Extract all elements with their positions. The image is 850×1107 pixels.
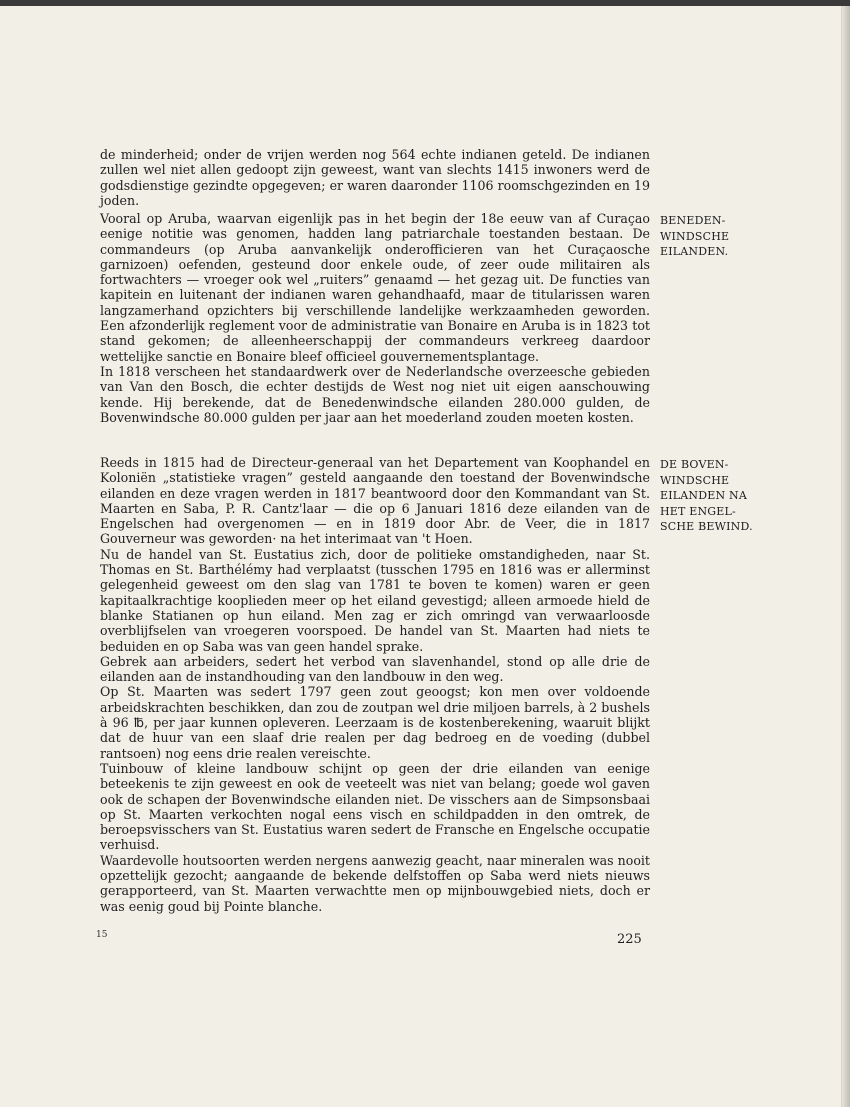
page-spine-edge [842, 6, 850, 1107]
page-number: 225 [617, 932, 642, 947]
paragraph: Waardevolle houtsoorten werden nergens aanwezig geacht, naar mineralen was nooit opzettelijk gezocht; aangaande de bekende delfstoffen op Saba werd niets nieuws gerapporteerd, van St. Maarten verwachtte men op mijnbouwgebied niets, doch er was eenig goud bij Pointe blanche. [100, 852, 650, 914]
margin-heading-bovenwindsche: DE BOVEN- WINDSCHE EILANDEN NA HET ENGEL- SCHE BEWIND. [660, 458, 753, 533]
paragraph: Vooral op Aruba, waarvan eigenlijk pas in het begin der 18e eeuw van af Curaçao eenige notitie was genomen, hadden lang patriarchale toestanden bestaan. De commandeurs (op Aruba aanvankelijk onderofficieren van het Curaçaosche garnizoen) oefenden, gesteund door enkele oude, of zeer oude militairen als fortwachters — vroeger ook wel „ruiters” genaamd — het gezag uit. De functies van kapitein en luitenant der indianen waren gehandhaafd, maar de titularissen waren langzamerhand opzichters bij verschillende landelijke werkzaamheden geworden. Een afzonderlijk reglement voor de administratie van Bonaire en Aruba is in 1823 tot stand gekomen; de alleenheerschappij der commandeurs verkreeg daardoor wettelijke sanctie en Bonaire bleef officieel gouvernementsplantage. [100, 211, 650, 364]
paragraph: Reeds in 1815 had de Directeur-generaal van het Departement van Koophandel en Koloniën „statistieke vragen” gesteld aangaande den toestand der Bovenwindsche eilanden en deze vragen werden in 1817 beantwoord door den Kommandant van St. Maarten en Saba, P. R. Cantz'laar — die op 6 Januari 1816 deze eilanden van de Engelschen had overgenomen — en in 1819 door Abr. de Veer, die in 1817 Gouverneur was geworden· na het interimaat van 't Hoen. [100, 455, 650, 547]
margin-heading-benedenwindsche: BENEDEN- WINDSCHE EILANDEN. [660, 214, 730, 258]
paragraph: de minderheid; onder de vrijen werden nog 564 echte indianen geteld. De indianen zullen wel niet allen gedoopt zijn geweest, want van slechts 1415 inwoners werd de godsdienstige gezindte opgegeven; er waren daaronder 1106 roomschgezinden en 19 joden. [100, 147, 650, 208]
signature-mark: 15 [96, 930, 108, 940]
paragraph: Op St. Maarten was sedert 1797 geen zout geoogst; kon men over voldoende arbeidskrachten beschikken, dan zou de zoutpan wel drie miljoen barrels, à 2 bushels à 96 ℔, per jaar kunnen opleveren. Leerzaam is de kostenberekening, waaruit blijkt dat de huur van een slaaf drie realen per dag bedroeg en de voeding (dubbel rantsoen) nog eens drie realen vereischte. [100, 684, 650, 761]
paragraph: Tuinbouw of kleine landbouw schijnt op geen der drie eilanden van eenige beteekenis te zijn geweest en ook de veeteelt was niet van belang; goede wol gaven ook de schapen der Bovenwindsche eilanden niet. De visschers aan de Simpsonsbaai op St. Maarten verkochten nogal eens visch en schildpadden in den omtrek, de beroepsvisschers van St. Eustatius waren sedert de Fransche en Engelsche occupatie verhuisd. [100, 760, 650, 853]
intro-text [100, 147, 650, 208]
section-bovenwindsche [100, 455, 650, 914]
paragraph: In 1818 verscheen het standaardwerk over de Nederlandsche overzeesche gebieden van Van den Bosch, die echter destijds de West nog niet uit eigen aanschouwing kende. Hij berekende, dat de Benedenwindsche eilanden 280.000 gulden, de Bovenwindsche 80.000 gulden per jaar aan het moederland zouden moeten kosten. [100, 363, 650, 425]
paragraph: Gebrek aan arbeiders, sedert het verbod van slavenhandel, stond op alle drie de eilanden aan de instandhouding van den landbouw in den weg. [100, 653, 650, 685]
section-benedenwindsche [100, 211, 650, 425]
paragraph: Nu de handel van St. Eustatius zich, door de politieke omstandigheden, naar St. Thomas en St. Barthélémy had verplaatst (tusschen 1795 en 1816 was er allerminst gelegenheid geweest om den slag van 1781 te boven te komen) waren er geen kapitaalkrachtige kooplieden meer op het eiland gevestigd; alleen armoede hield de blanke Statianen op hun eiland. Men zag er zich omringd van verwaarloosde overblijfselen van vroegeren voorspoed. De handel van St. Maarten had niets te beduiden en op Saba was van geen handel sprake. [100, 546, 650, 654]
